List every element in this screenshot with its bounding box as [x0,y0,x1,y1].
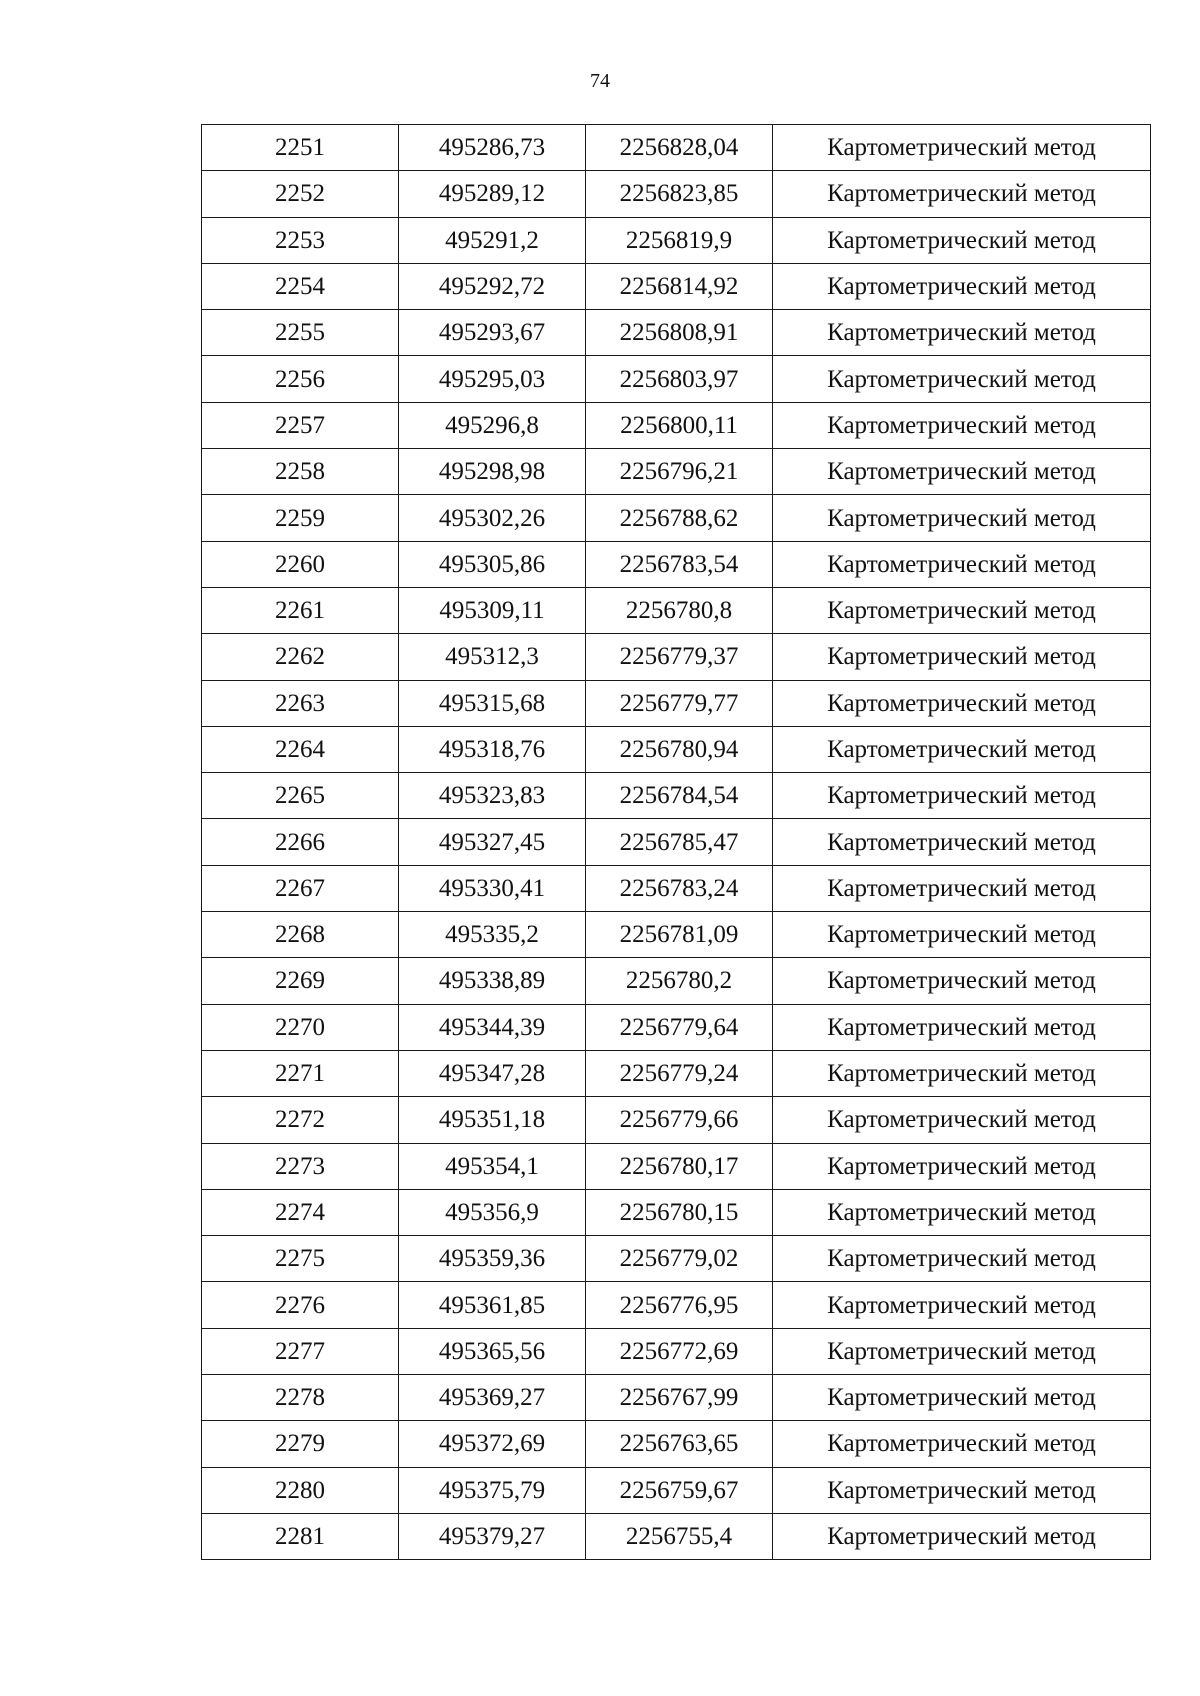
table-row [202,310,1151,356]
x-coordinate-cell: 495292,72 [399,263,586,309]
method-cell: Картометрический метод [773,1282,1151,1328]
point-number-cell: 2279 [202,1421,399,1467]
coordinates-table-container [201,124,1151,1560]
page-number: 74 [590,70,610,92]
point-number-cell: 2276 [202,1282,399,1328]
point-number-cell: 2254 [202,263,399,309]
point-number-cell: 2256 [202,356,399,402]
point-number-cell: 2251 [202,125,399,171]
x-coordinate-cell: 495344,39 [399,1004,586,1050]
table-row [202,1189,1151,1235]
method-cell: Картометрический метод [773,1004,1151,1050]
method-cell: Картометрический метод [773,1050,1151,1096]
x-coordinate-cell: 495298,98 [399,449,586,495]
y-coordinate-cell: 2256814,92 [586,263,773,309]
y-coordinate-cell: 2256759,67 [586,1467,773,1513]
table-row [202,1282,1151,1328]
method-cell: Картометрический метод [773,634,1151,680]
x-coordinate-cell: 495315,68 [399,680,586,726]
point-number-cell: 2263 [202,680,399,726]
method-cell: Картометрический метод [773,912,1151,958]
table-row [202,726,1151,772]
x-coordinate-cell: 495375,79 [399,1467,586,1513]
x-coordinate-cell: 495286,73 [399,125,586,171]
x-coordinate-cell: 495365,56 [399,1328,586,1374]
point-number-cell: 2258 [202,449,399,495]
method-cell: Картометрический метод [773,1236,1151,1282]
y-coordinate-cell: 2256781,09 [586,912,773,958]
x-coordinate-cell: 495309,11 [399,587,586,633]
method-cell: Картометрический метод [773,356,1151,402]
method-cell: Картометрический метод [773,773,1151,819]
x-coordinate-cell: 495379,27 [399,1513,586,1559]
y-coordinate-cell: 2256800,11 [586,402,773,448]
point-number-cell: 2253 [202,217,399,263]
x-coordinate-cell: 495338,89 [399,958,586,1004]
x-coordinate-cell: 495296,8 [399,402,586,448]
x-coordinate-cell: 495356,9 [399,1189,586,1235]
method-cell: Картометрический метод [773,726,1151,772]
y-coordinate-cell: 2256780,17 [586,1143,773,1189]
y-coordinate-cell: 2256819,9 [586,217,773,263]
point-number-cell: 2266 [202,819,399,865]
table-row [202,356,1151,402]
point-number-cell: 2265 [202,773,399,819]
table-row [202,819,1151,865]
table-row [202,680,1151,726]
y-coordinate-cell: 2256783,54 [586,541,773,587]
y-coordinate-cell: 2256780,15 [586,1189,773,1235]
point-number-cell: 2267 [202,865,399,911]
y-coordinate-cell: 2256763,65 [586,1421,773,1467]
method-cell: Картометрический метод [773,263,1151,309]
y-coordinate-cell: 2256772,69 [586,1328,773,1374]
x-coordinate-cell: 495361,85 [399,1282,586,1328]
method-cell: Картометрический метод [773,541,1151,587]
point-number-cell: 2257 [202,402,399,448]
x-coordinate-cell: 495327,45 [399,819,586,865]
coordinates-table [201,124,1151,1560]
method-cell: Картометрический метод [773,1375,1151,1421]
table-row [202,1467,1151,1513]
method-cell: Картометрический метод [773,217,1151,263]
table-row [202,217,1151,263]
method-cell: Картометрический метод [773,1097,1151,1143]
y-coordinate-cell: 2256796,21 [586,449,773,495]
method-cell: Картометрический метод [773,310,1151,356]
table-row [202,1375,1151,1421]
x-coordinate-cell: 495312,3 [399,634,586,680]
y-coordinate-cell: 2256828,04 [586,125,773,171]
table-row [202,1050,1151,1096]
table-row [202,1513,1151,1559]
point-number-cell: 2261 [202,587,399,633]
table-row [202,402,1151,448]
table-row [202,865,1151,911]
method-cell: Картометрический метод [773,1143,1151,1189]
method-cell: Картометрический метод [773,1513,1151,1559]
table-row [202,1328,1151,1374]
table-row [202,1097,1151,1143]
y-coordinate-cell: 2256808,91 [586,310,773,356]
method-cell: Картометрический метод [773,449,1151,495]
point-number-cell: 2259 [202,495,399,541]
method-cell: Картометрический метод [773,1467,1151,1513]
x-coordinate-cell: 495323,83 [399,773,586,819]
point-number-cell: 2278 [202,1375,399,1421]
y-coordinate-cell: 2256779,02 [586,1236,773,1282]
y-coordinate-cell: 2256780,94 [586,726,773,772]
method-cell: Картометрический метод [773,495,1151,541]
point-number-cell: 2262 [202,634,399,680]
table-row [202,587,1151,633]
x-coordinate-cell: 495302,26 [399,495,586,541]
method-cell: Картометрический метод [773,1421,1151,1467]
y-coordinate-cell: 2256767,99 [586,1375,773,1421]
x-coordinate-cell: 495369,27 [399,1375,586,1421]
table-row [202,773,1151,819]
method-cell: Картометрический метод [773,1328,1151,1374]
point-number-cell: 2270 [202,1004,399,1050]
table-row [202,912,1151,958]
coordinates-table-body [202,125,1151,1560]
y-coordinate-cell: 2256776,95 [586,1282,773,1328]
method-cell: Картометрический метод [773,680,1151,726]
point-number-cell: 2275 [202,1236,399,1282]
table-row [202,449,1151,495]
table-row [202,171,1151,217]
table-row [202,1236,1151,1282]
x-coordinate-cell: 495289,12 [399,171,586,217]
x-coordinate-cell: 495354,1 [399,1143,586,1189]
x-coordinate-cell: 495291,2 [399,217,586,263]
table-row [202,1004,1151,1050]
y-coordinate-cell: 2256803,97 [586,356,773,402]
x-coordinate-cell: 495335,2 [399,912,586,958]
x-coordinate-cell: 495295,03 [399,356,586,402]
y-coordinate-cell: 2256780,8 [586,587,773,633]
point-number-cell: 2260 [202,541,399,587]
table-row [202,1143,1151,1189]
y-coordinate-cell: 2256755,4 [586,1513,773,1559]
x-coordinate-cell: 495293,67 [399,310,586,356]
y-coordinate-cell: 2256779,64 [586,1004,773,1050]
table-row [202,263,1151,309]
table-row [202,1421,1151,1467]
table-row [202,958,1151,1004]
point-number-cell: 2280 [202,1467,399,1513]
point-number-cell: 2272 [202,1097,399,1143]
x-coordinate-cell: 495305,86 [399,541,586,587]
method-cell: Картометрический метод [773,171,1151,217]
table-row [202,634,1151,680]
y-coordinate-cell: 2256784,54 [586,773,773,819]
y-coordinate-cell: 2256779,24 [586,1050,773,1096]
method-cell: Картометрический метод [773,819,1151,865]
y-coordinate-cell: 2256779,66 [586,1097,773,1143]
y-coordinate-cell: 2256783,24 [586,865,773,911]
x-coordinate-cell: 495351,18 [399,1097,586,1143]
x-coordinate-cell: 495347,28 [399,1050,586,1096]
method-cell: Картометрический метод [773,587,1151,633]
point-number-cell: 2271 [202,1050,399,1096]
point-number-cell: 2281 [202,1513,399,1559]
y-coordinate-cell: 2256779,77 [586,680,773,726]
x-coordinate-cell: 495359,36 [399,1236,586,1282]
y-coordinate-cell: 2256788,62 [586,495,773,541]
x-coordinate-cell: 495318,76 [399,726,586,772]
point-number-cell: 2252 [202,171,399,217]
table-row [202,495,1151,541]
x-coordinate-cell: 495372,69 [399,1421,586,1467]
method-cell: Картометрический метод [773,865,1151,911]
point-number-cell: 2277 [202,1328,399,1374]
point-number-cell: 2268 [202,912,399,958]
table-row [202,125,1151,171]
point-number-cell: 2269 [202,958,399,1004]
method-cell: Картометрический метод [773,402,1151,448]
method-cell: Картометрический метод [773,1189,1151,1235]
point-number-cell: 2264 [202,726,399,772]
table-row [202,541,1151,587]
method-cell: Картометрический метод [773,125,1151,171]
y-coordinate-cell: 2256823,85 [586,171,773,217]
y-coordinate-cell: 2256785,47 [586,819,773,865]
y-coordinate-cell: 2256779,37 [586,634,773,680]
method-cell: Картометрический метод [773,958,1151,1004]
point-number-cell: 2274 [202,1189,399,1235]
point-number-cell: 2255 [202,310,399,356]
x-coordinate-cell: 495330,41 [399,865,586,911]
y-coordinate-cell: 2256780,2 [586,958,773,1004]
point-number-cell: 2273 [202,1143,399,1189]
